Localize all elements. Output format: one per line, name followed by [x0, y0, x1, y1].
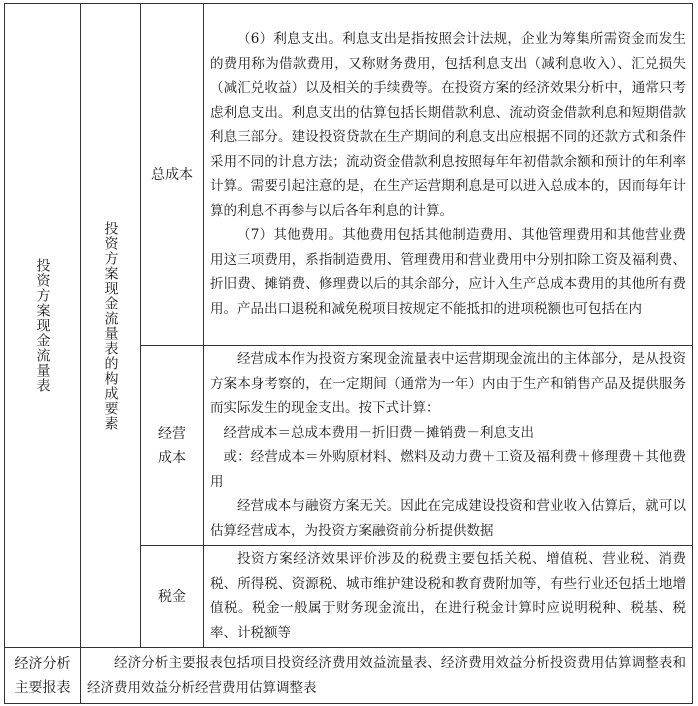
row-label-cell: [141, 546, 204, 648]
row-label-total-cost: 总成本: [151, 166, 193, 183]
bottom-content-cell: [81, 648, 693, 704]
formula-operating-cost-1: 经营成本＝总成本费用－折旧费－摊销费－利息支出: [223, 424, 534, 441]
bottom-label: 经济分析 主要报表: [14, 655, 71, 696]
col1-title: 投资方案现金流量表: [34, 258, 51, 393]
row-content-total-cost: [204, 4, 693, 346]
paragraph-operating-cost-note: 经营成本与融资方案无关。因此在完成建设投资和营业收入估算后，就可以估算经营成本，为投资方案融资前分析提供数据: [210, 498, 686, 539]
col2-title: 投资方案现金流量表的构成要素: [102, 220, 119, 431]
formula-operating-cost-2: 或：经营成本＝外购原材料、燃料及动力费＋工资及福利费＋修理费＋其他费用: [210, 449, 686, 490]
paragraph-operating-cost-definition: 经营成本作为投资方案现金流量表中运营期现金流出的主体部分，是从投资方案本身考察的，在一定期间（通常为一年）内由于生产和销售产品及提供服务而实际发生的现金支出。按下式计算：: [210, 351, 686, 416]
cash-flow-table: [4, 3, 693, 704]
row-content-operating-cost: [204, 346, 693, 546]
bottom-text: 经济分析主要报表包括项目投资经济费用效益流量表、经济费用效益分析投资费用估算调整表和经济费用效益分析经营费用估算调整表: [87, 655, 686, 696]
paragraph-other-expenses: （7）其他费用。其他费用包括其他制造费用、其他管理费用和其他营业费用这三项费用，系指制造费用、管理费用和营业费用中分别扣除工资及福利费、折旧费、摊销费、修理费以后的其余部分，应计入生产总成本费用的其他所有费用。产品出口退税和减免税项目按规定不能抵扣的进项税额也可包括在内: [210, 227, 686, 317]
bottom-label-cell: [5, 648, 81, 704]
row-label-operating-cost: 经营 成本: [158, 425, 186, 466]
paragraph-interest-expense: （6）利息支出。利息支出是指按照会计法规，企业为筹集所需资金而发生的费用称为借款费用，又称财务费用，包括利息支出（减利息收入）、汇兑损失（减汇兑收益）以及相关的手续费等。在投资方案的经济效果分析中，通常只考虑利息支出。利息支出的估算包括长期借款利息、流动资金借款利息和短期借款利息三部分。建设投资贷款在生产期间的利息支出应根据不同的还款方式和条件采用不同的计息方法；流动资金借款利息按照每年年初借款余额和预计的年利率计算。需要引起注意的是，在生产运营期利息是可以进入总成本的，因而每年计算的利息不再参与以后各年利息的计算。: [210, 31, 686, 219]
paragraph-taxes: 投资方案经济效果评价涉及的税费主要包括关税、增值税、营业税、消费税、所得税、资源税、城市维护建设税和教育费附加等，有些行业还包括土地增值税。税金一般属于财务现金流出，在进行税金计算时应说明税种、税基、税率、计税额等: [210, 551, 686, 641]
col1-title-cell: [5, 4, 81, 648]
row-content-taxes: [204, 546, 693, 648]
row-label-cell: [141, 4, 204, 346]
row-label-cell: [141, 346, 204, 546]
row-label-taxes: 税金: [158, 588, 186, 605]
col2-title-cell: [81, 4, 141, 648]
